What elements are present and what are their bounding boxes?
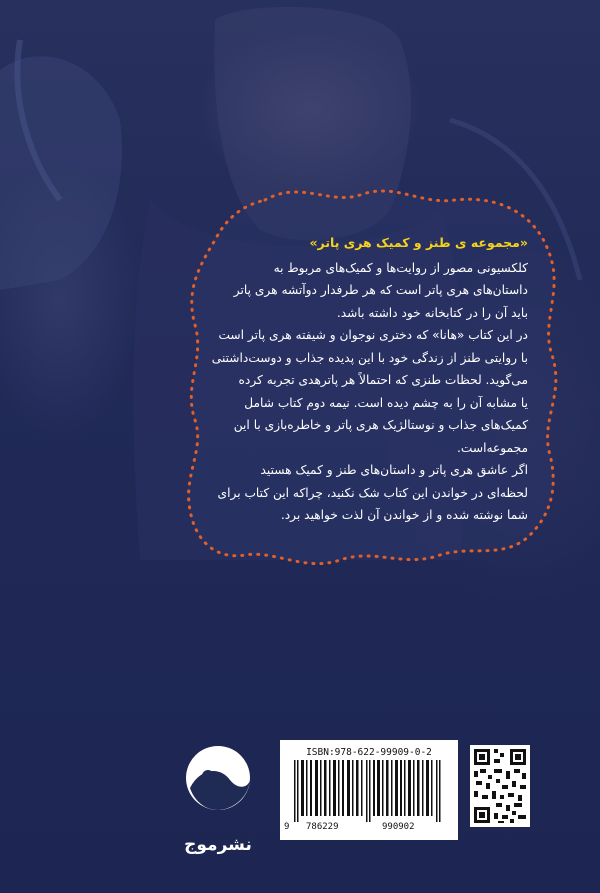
paragraph-line: اگر عاشق هری پاتر و داستان‌های طنز و کمیک هستید: [260, 463, 528, 477]
paragraph-line: کلکسیونی مصور از روایت‌ها و کمیک‌های مربوط به: [273, 260, 528, 275]
barcode-right-digits: 990902: [382, 822, 415, 832]
barcode: [280, 740, 458, 840]
barcode-bars: [290, 760, 448, 822]
paragraph-line: داستان‌های هری پاتر است که هر طرفدار دوآتشه هری پاتر: [233, 283, 528, 297]
wave-circle-logo-icon: [168, 738, 268, 848]
description-text: [198, 232, 528, 527]
paragraph-line: کمیک‌های جذاب و نوستالژیک هری پاتر و خاطره‌بازی با این: [233, 418, 528, 432]
paragraph-line: با روایتی طنز از زندگی خود با این پدیده جذاب و دوست‌داشتنی: [211, 350, 528, 365]
paragraph-line: شما نوشته شده و از خواندن آن لذت خواهید برد.: [280, 508, 528, 522]
paragraph-3: [198, 459, 528, 527]
paragraph-line: باید آن را در کتابخانه خود داشته باشد.: [336, 305, 528, 320]
barcode-left-digits: 786229: [306, 822, 339, 832]
barcode-lead-digit: 9: [284, 822, 290, 832]
paragraph-line: می‌گوید. لحظات طنزی که احتمالاً هر پاترهدی تجربه کرده: [238, 373, 528, 387]
paragraph-line: یا مشابه آن را به چشم دیده است. نیمه دوم کتاب شامل: [244, 395, 528, 410]
paragraph-1: [198, 257, 528, 325]
qr-code-icon: [470, 745, 530, 827]
isbn-label: ISBN:978-622-99909-0-2: [306, 747, 432, 758]
publisher-name: نشرموج: [184, 835, 252, 855]
paragraph-line: مجموعه‌است.: [457, 440, 528, 455]
paragraph-2: [198, 324, 528, 459]
paragraph-line: در این کتاب «هانا» که دختری نوجوان و شیفته هری پاتر است: [218, 328, 528, 342]
paragraph-line: لحظه‌ای در خواندن این کتاب شک نکنید، چراکه این کتاب برای: [217, 485, 528, 500]
series-headline: «مجموعه ی طنز و کمیک هری پاتر»: [309, 235, 528, 250]
